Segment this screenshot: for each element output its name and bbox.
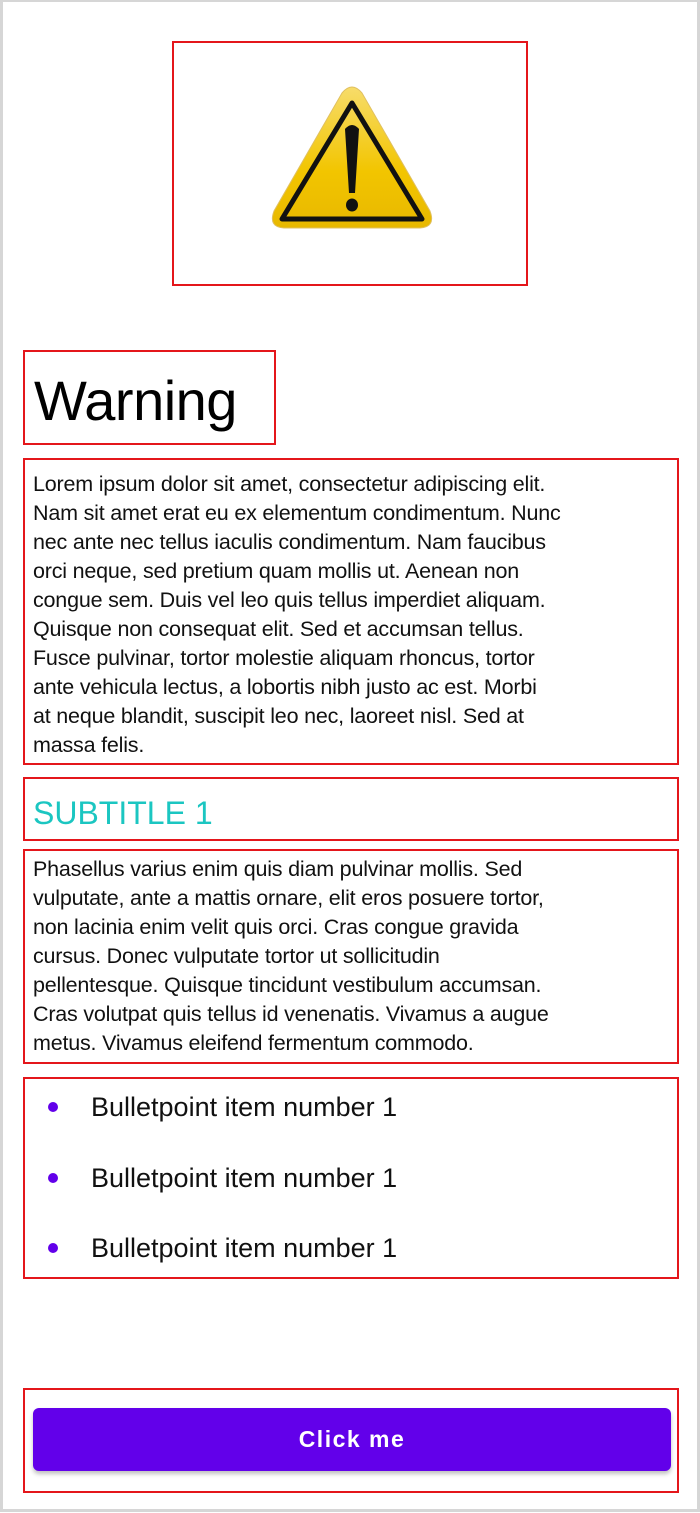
paragraph-line: massa felis. <box>33 733 145 757</box>
list-item-text: Bulletpoint item number 1 <box>91 1232 398 1263</box>
bullet-list <box>23 1077 679 1279</box>
paragraph-line: metus. Vivamus eleifend fermentum commodo. <box>33 1031 474 1055</box>
title-container <box>23 350 276 445</box>
warning-image-container <box>172 41 528 286</box>
paragraph-line: at neque blandit, suscipit leo nec, laoreet nisl. Sed at <box>33 704 524 728</box>
bullet-icon <box>48 1173 58 1183</box>
list-item-text: Bulletpoint item number 1 <box>91 1091 398 1122</box>
subtitle-container <box>23 777 679 841</box>
subtitle: SUBTITLE 1 <box>33 795 213 831</box>
bullet-icon <box>48 1243 58 1253</box>
body-paragraph-1 <box>23 458 679 765</box>
paragraph-line: Lorem ipsum dolor sit amet, consectetur adipiscing elit. <box>33 472 546 496</box>
paragraph-line: Quisque non consequat elit. Sed et accumsan tellus. <box>33 617 524 641</box>
paragraph-line: ante vehicula lectus, a lobortis nibh justo ac est. Morbi <box>33 675 537 699</box>
paragraph-line: congue sem. Duis vel leo quis tellus imperdiet aliquam. <box>33 588 546 612</box>
paragraph-line: Fusce pulvinar, tortor molestie aliquam rhoncus, tortor <box>33 646 535 670</box>
list-item <box>25 1228 677 1268</box>
list-item <box>25 1087 677 1127</box>
paragraph-line: Nam sit amet erat eu ex elementum condimentum. Nunc <box>33 501 561 525</box>
bullet-icon <box>48 1102 58 1112</box>
paragraph-line: Cras volutpat quis tellus id venenatis. Vivamus a augue <box>33 1002 549 1026</box>
paragraph-line: cursus. Donec vulputate tortor ut sollicitudin <box>33 944 440 968</box>
paragraph-line: orci neque, sed pretium quam mollis ut. Aenean non <box>33 559 519 583</box>
list-item <box>25 1158 677 1198</box>
paragraph-line: non lacinia enim velit quis orci. Cras congue gravida <box>33 915 519 939</box>
paragraph-line: pellentesque. Quisque tincidunt vestibulum accumsan. <box>33 973 542 997</box>
paragraph-line: vulputate, ante a mattis ornare, elit eros posuere tortor, <box>33 886 544 910</box>
list-item-text: Bulletpoint item number 1 <box>91 1162 398 1193</box>
button-container <box>23 1388 679 1493</box>
page-title: Warning <box>34 369 237 432</box>
body-paragraph-2 <box>23 849 679 1064</box>
paragraph-line: Phasellus varius enim quis diam pulvinar mollis. Sed <box>33 857 523 881</box>
paragraph-line: nec ante nec tellus iaculis condimentum. Nam faucibus <box>33 530 546 554</box>
click-me-button[interactable]: Click me <box>33 1408 671 1471</box>
warning-triangle-icon <box>270 85 434 235</box>
